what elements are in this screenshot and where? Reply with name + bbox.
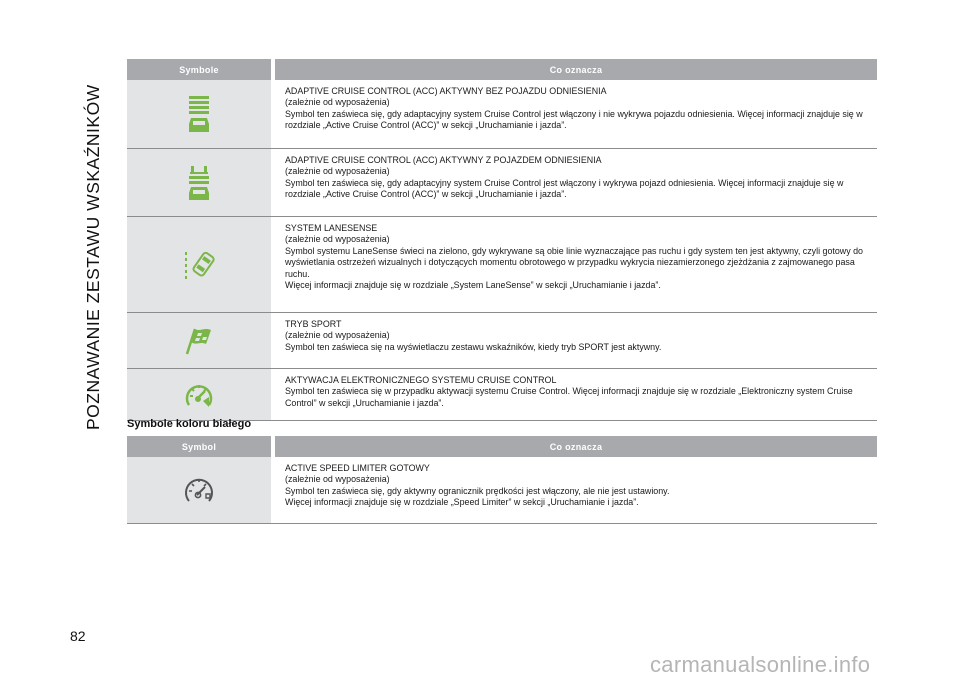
table-row [127,217,877,313]
green-symbols-table [127,59,877,421]
header-meaning: Co oznacza [275,436,877,457]
sport-flag-icon [184,326,214,356]
row-body: Symbol ten zaświeca się, gdy adaptacyjny system Cruise Control jest włączony i wykrywa pojazd odniesienia. Więcej informacji znajduje się w rozdziale „Active Cruise Control (ACC)” w sekcji „Uruchamianie i jazda”. [285,177,844,200]
row-title: SYSTEM LANESENSE [285,223,378,233]
table-row [127,313,877,369]
meaning-cell [275,457,877,523]
row-note: (zależnie od wyposażenia) [285,330,390,341]
white-symbols-table [127,436,877,524]
meaning-cell [275,149,877,216]
chapter-side-title: POZNAWANIE ZESTAWU WSKAŹNIKÓW [83,84,103,430]
symbol-cell [127,313,271,368]
row-more: Więcej informacji znajduje się w rozdziale „Speed Limiter” w sekcji „Uruchamianie i jazda”. [285,497,639,508]
table-row [127,80,877,149]
row-note: (zależnie od wyposażenia) [285,474,390,485]
table-row [127,457,877,524]
row-note: (zależnie od wyposażenia) [285,166,390,177]
symbol-cell [127,80,271,148]
watermark: carmanualsonline.info [650,652,871,677]
table-header [127,436,877,457]
page-number: 82 [70,628,86,644]
cruise-control-icon [183,379,215,411]
lanesense-icon [181,250,217,280]
meaning-cell [275,217,877,312]
header-symbol: Symbole [127,59,271,80]
meaning-cell [275,313,877,368]
symbol-cell [127,457,271,523]
row-more: Więcej informacji znajduje się w rozdziale „System LaneSense” w sekcji „Uruchamianie i jazda”. [285,280,661,291]
row-body: Symbol ten zaświeca się, gdy aktywny ogranicznik prędkości jest włączony, ale nie jest ustawiony. [285,485,670,496]
acc-no-vehicle-icon [187,94,211,134]
row-note: (zależnie od wyposażenia) [285,97,390,108]
row-body: Symbol ten zaświeca się w przypadku aktywacji systemu Cruise Control. Więcej informacji znajduje się w rozdziale „Elektroniczny system Cruise Control” w sekcji „Uruchamianie i jazda”. [285,386,853,408]
row-title: ADAPTIVE CRUISE CONTROL (ACC) AKTYWNY BEZ POJAZDU ODNIESIENIA [285,86,607,96]
symbol-cell [127,369,271,420]
row-title: AKTYWACJA ELEKTRONICZNEGO SYSTEMU CRUISE CONTROL [285,375,557,385]
symbol-cell [127,149,271,216]
row-body: Symbol ten zaświeca się, gdy adaptacyjny system Cruise Control jest włączony i nie wykrywa pojazdu odniesienia. Więcej informacji znajduje się w rozdziale „Active Cruise Control (ACC)” w sekcji „Uruchamianie i jazda”. [285,108,863,131]
symbol-cell [127,217,271,312]
speed-limiter-icon [182,473,216,507]
row-title: TRYB SPORT [285,319,342,329]
table-row [127,369,877,421]
meaning-cell [275,80,877,148]
row-body: Symbol ten zaświeca się na wyświetlaczu zestawu wskaźników, kiedy tryb SPORT jest aktywny. [285,341,662,352]
table-header [127,59,877,80]
row-note: (zależnie od wyposażenia) [285,234,390,245]
acc-with-vehicle-icon [187,165,211,201]
row-body: Symbol systemu LaneSense świeci na zielono, gdy wykrywane są obie linie wyznaczające pas ruchu i gdy system ten jest aktywny, czyli gotowy do wyświetlania ostrzeżeń wizualnych i dotyczących momentu obrotowego w przypadku wykrycia niezamierzonego zjeżdżania z zajmowanego pasa ruchu. [285,245,863,279]
table-row [127,149,877,217]
meaning-cell [275,369,877,420]
row-title: ADAPTIVE CRUISE CONTROL (ACC) AKTYWNY Z POJAZDEM ODNIESIENIA [285,155,602,165]
header-meaning: Co oznacza [275,59,877,80]
header-symbol: Symbol [127,436,271,457]
row-title: ACTIVE SPEED LIMITER GOTOWY [285,463,430,473]
white-symbols-section-label: Symbole koloru białego [127,418,252,430]
